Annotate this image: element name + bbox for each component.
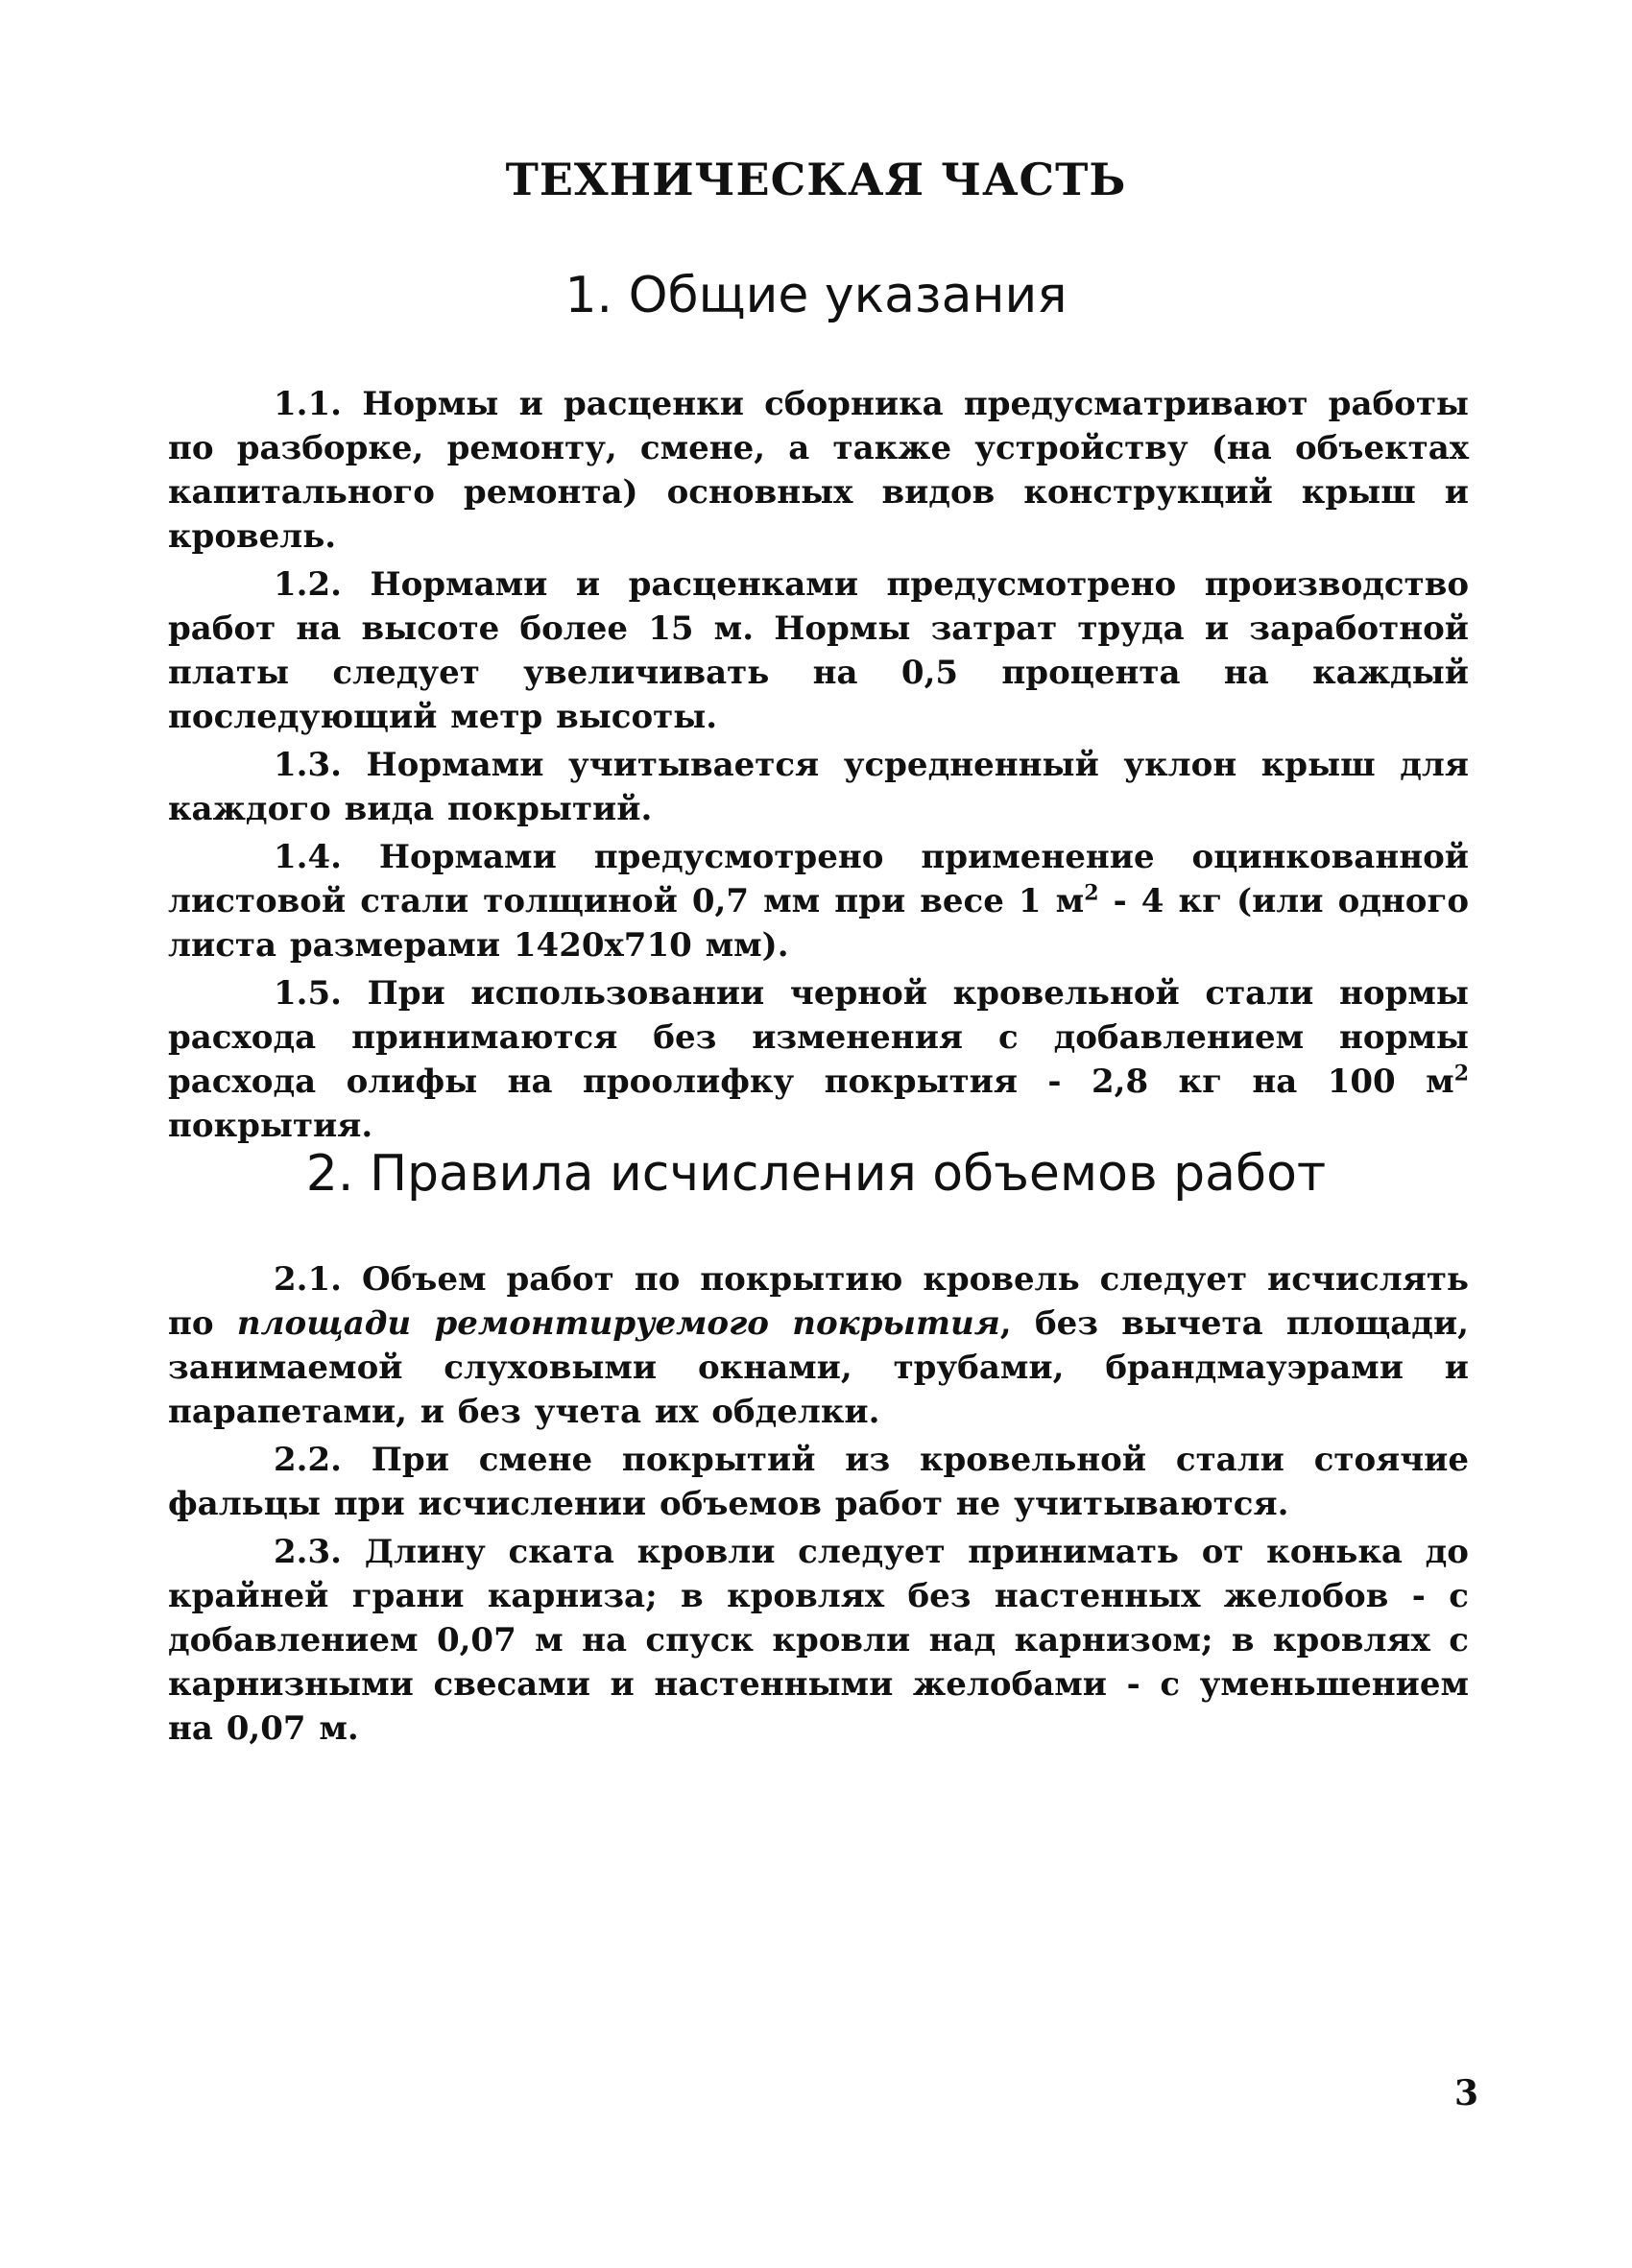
section-1-heading: 1. Общие указания <box>564 267 1068 324</box>
section-1-body <box>168 382 1469 1152</box>
superscript-square: 2 <box>1453 1061 1469 1086</box>
paragraph-1-5-text-a: 1.5. При использовании черной кровельной стали нормы расхода принимаются без изменения с добавлением нормы расхода олифы на проолифку покрытия - 2,8 кг на 100 м <box>168 974 1469 1101</box>
section-2-body <box>168 1257 1469 1755</box>
document-title: ТЕХНИЧЕСКАЯ ЧАСТЬ <box>505 154 1127 205</box>
paragraph-2-3: 2.3. Длину ската кровли следует принимать от конька до крайней грани карниза; в кровлях без настенных желобов - с добавлением 0,07 м на спуск кровли над карнизом; в кровлях с карнизными свесами и настенными желобами - с уменьшением на 0,07 м. <box>168 1533 1469 1748</box>
page-number: 3 <box>1453 2073 1478 2113</box>
paragraph-1-4 <box>168 835 1469 967</box>
paragraph-1-5 <box>168 971 1469 1148</box>
paragraph-1-2: 1.2. Нормами и расценками предусмотрено производство работ на высоте более 15 м. Нормы затрат труда и заработной платы следует увеличивать на 0,5 процента на каждый последующий метр высоты. <box>168 565 1469 736</box>
paragraph-1-1: 1.1. Нормы и расценки сборника предусматривают работы по разборке, ремонту, смене, а также устройству (на объектах капитального ремонта) основных видов конструкций крыш и кровель. <box>168 385 1469 556</box>
paragraph-1-4-text-b: - 4 кг (или одного листа размерами 1420х710 мм). <box>168 882 1469 965</box>
paragraph-2-1-italic: площади ремонтируемого покрытия <box>236 1304 1000 1343</box>
paragraph-2-1-text-b: , без вычета площади, занимаемой слуховыми окнами, трубами, брандмауэрами и парапетами, и без учета их обделки. <box>168 1304 1470 1431</box>
section-2-heading: 2. Правила исчисления объемов работ <box>305 1145 1327 1203</box>
paragraph-2-2: 2.2. При смене покрытий из кровельной стали стоячие фальцы при исчислении объемов работ не учитываются. <box>168 1441 1469 1523</box>
paragraph-2-1 <box>168 1257 1469 1434</box>
paragraph-2-1-text-a: 2.1. Объем работ по покрытию кровель следует исчислять по <box>168 1260 1469 1343</box>
paragraph-1-5-text-b: покрытия. <box>168 1107 373 1145</box>
superscript-square: 2 <box>1084 880 1099 906</box>
paragraph-1-3: 1.3. Нормами учитывается усредненный уклон крыш для каждого вида покрытий. <box>168 746 1469 828</box>
paragraph-1-4-text-a: 1.4. Нормами предусмотрено применение оцинкованной листовой стали толщиной 0,7 мм при весе 1 м <box>168 838 1469 920</box>
